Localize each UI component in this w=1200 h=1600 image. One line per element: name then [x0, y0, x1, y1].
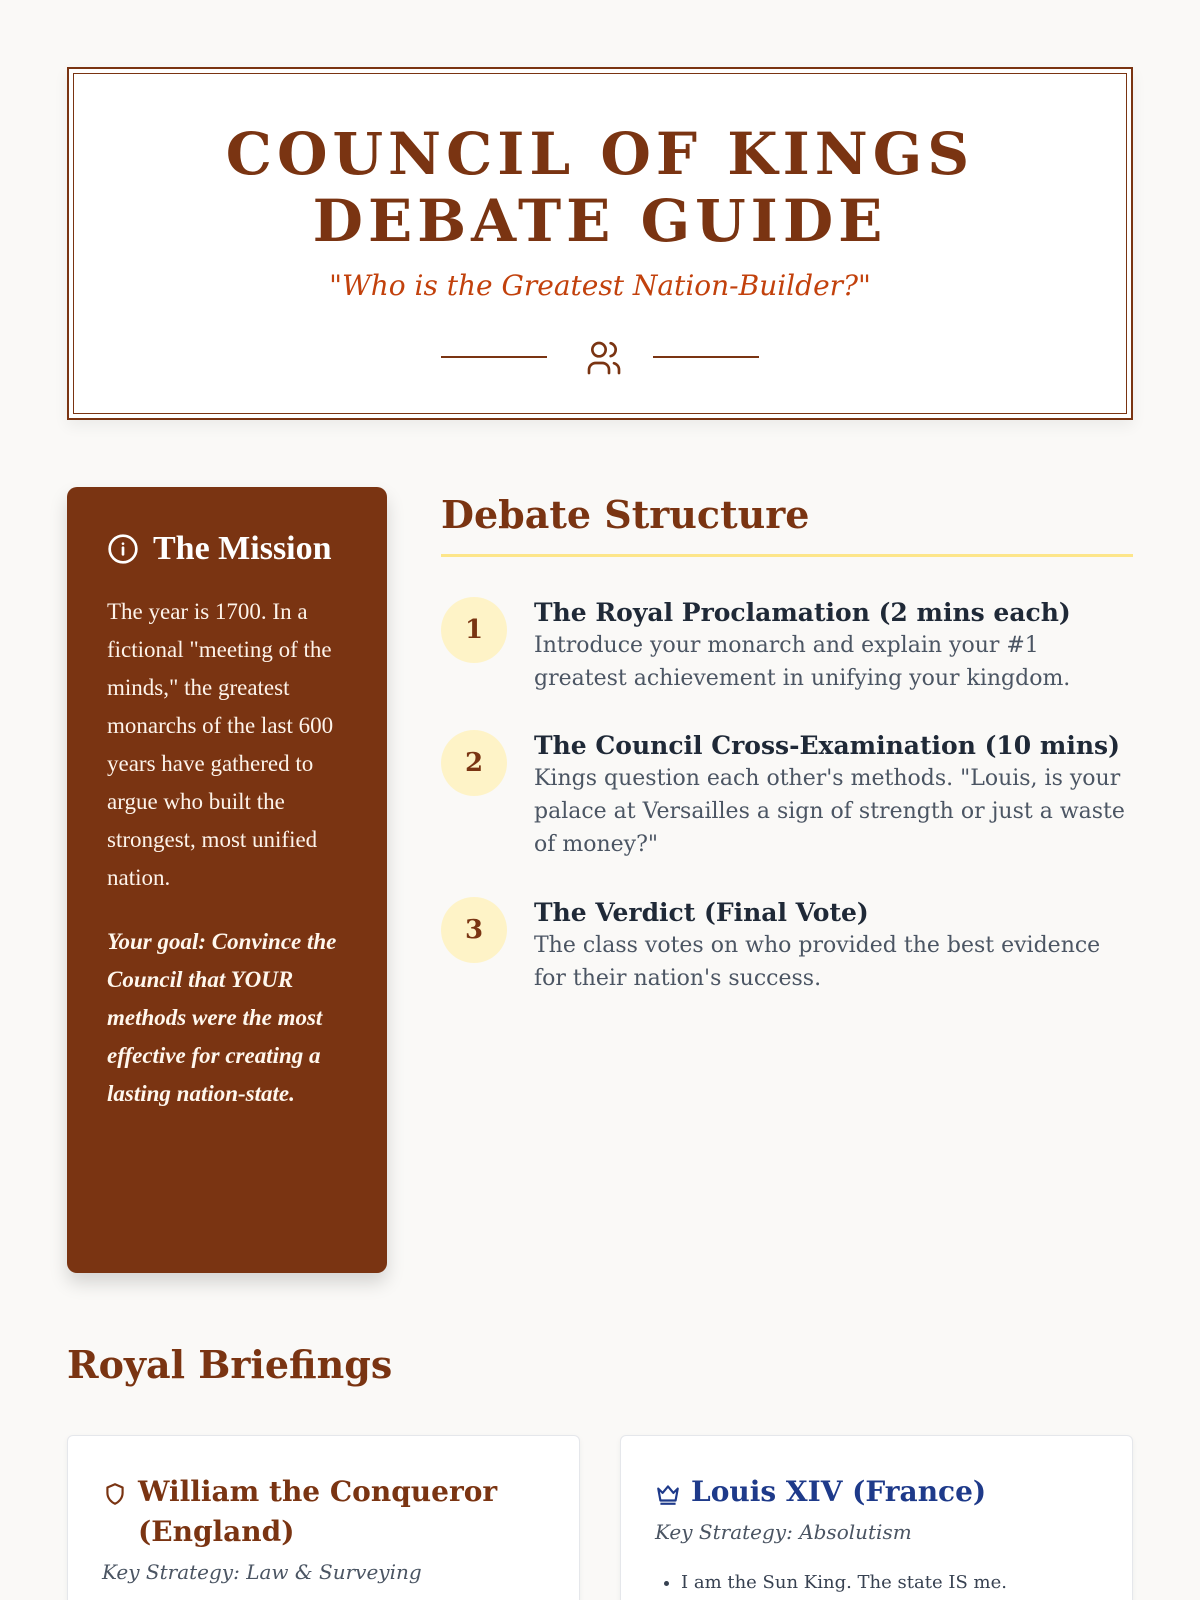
divider-right	[653, 356, 759, 358]
title-banner-inner-border	[73, 73, 1127, 414]
step-description: The class votes on who provided the best evidence for their nation's success.	[534, 933, 1101, 991]
briefing-card-name: William the Conqueror (England)	[138, 1475, 498, 1548]
step-number: 3	[441, 897, 507, 963]
shield-icon	[102, 1481, 128, 1507]
mission-text: The year is 1700. In a fictional "meeting of the minds," the greatest monarchs of the last 600 years have gathered to argue who built the strongest, most unified nation.	[107, 599, 334, 890]
briefing-card-point: • I am the Sun King. The state IS me.	[681, 1572, 1007, 1593]
page-title	[74, 121, 1126, 255]
step-title: The Verdict (Final Vote)	[534, 898, 869, 927]
crown-icon	[655, 1481, 681, 1507]
briefing-card-strategy: Key Strategy: Absolutism	[655, 1520, 912, 1544]
mission-title: The Mission	[153, 530, 332, 567]
briefing-card-william	[67, 1435, 580, 1600]
briefing-card-strategy: Key Strategy: Law & Surveying	[102, 1560, 422, 1584]
step-number: 1	[441, 597, 507, 663]
debate-structure-rule	[441, 554, 1133, 557]
users-icon	[584, 338, 624, 378]
briefing-card-name: Louis XIV (France)	[691, 1475, 987, 1508]
info-icon	[107, 533, 139, 565]
mission-panel	[67, 487, 387, 1273]
page-subtitle: "Who is the Greatest Nation-Builder?"	[329, 269, 871, 302]
page-title-line-1: COUNCIL OF KINGS	[225, 120, 975, 188]
debate-structure	[441, 490, 1133, 991]
briefing-card-louis	[620, 1435, 1133, 1600]
mission-goal: Your goal: Convince the Council that YOUR methods were the most effective for creating a lasting nation-state.	[107, 929, 337, 1106]
divider-left	[441, 356, 547, 358]
briefing-card-points	[681, 1572, 1007, 1593]
step-number: 2	[441, 730, 507, 796]
title-banner	[67, 67, 1133, 420]
step-title: The Royal Proclamation (2 mins each)	[534, 598, 1071, 627]
page-title-line-2: DEBATE GUIDE	[312, 187, 888, 255]
step-description: Kings question each other's methods. "Louis, is your palace at Versailles a sign of strength or just a waste of money?"	[534, 766, 1125, 857]
step-title: The Council Cross-Examination (10 mins)	[534, 731, 1120, 760]
step-description: Introduce your monarch and explain your #1 greatest achievement in unifying your kingdom.	[534, 633, 1071, 691]
debate-structure-title: Debate Structure	[441, 492, 810, 537]
mission-header	[107, 525, 349, 573]
briefings-title: Royal Briefings	[67, 1342, 393, 1387]
